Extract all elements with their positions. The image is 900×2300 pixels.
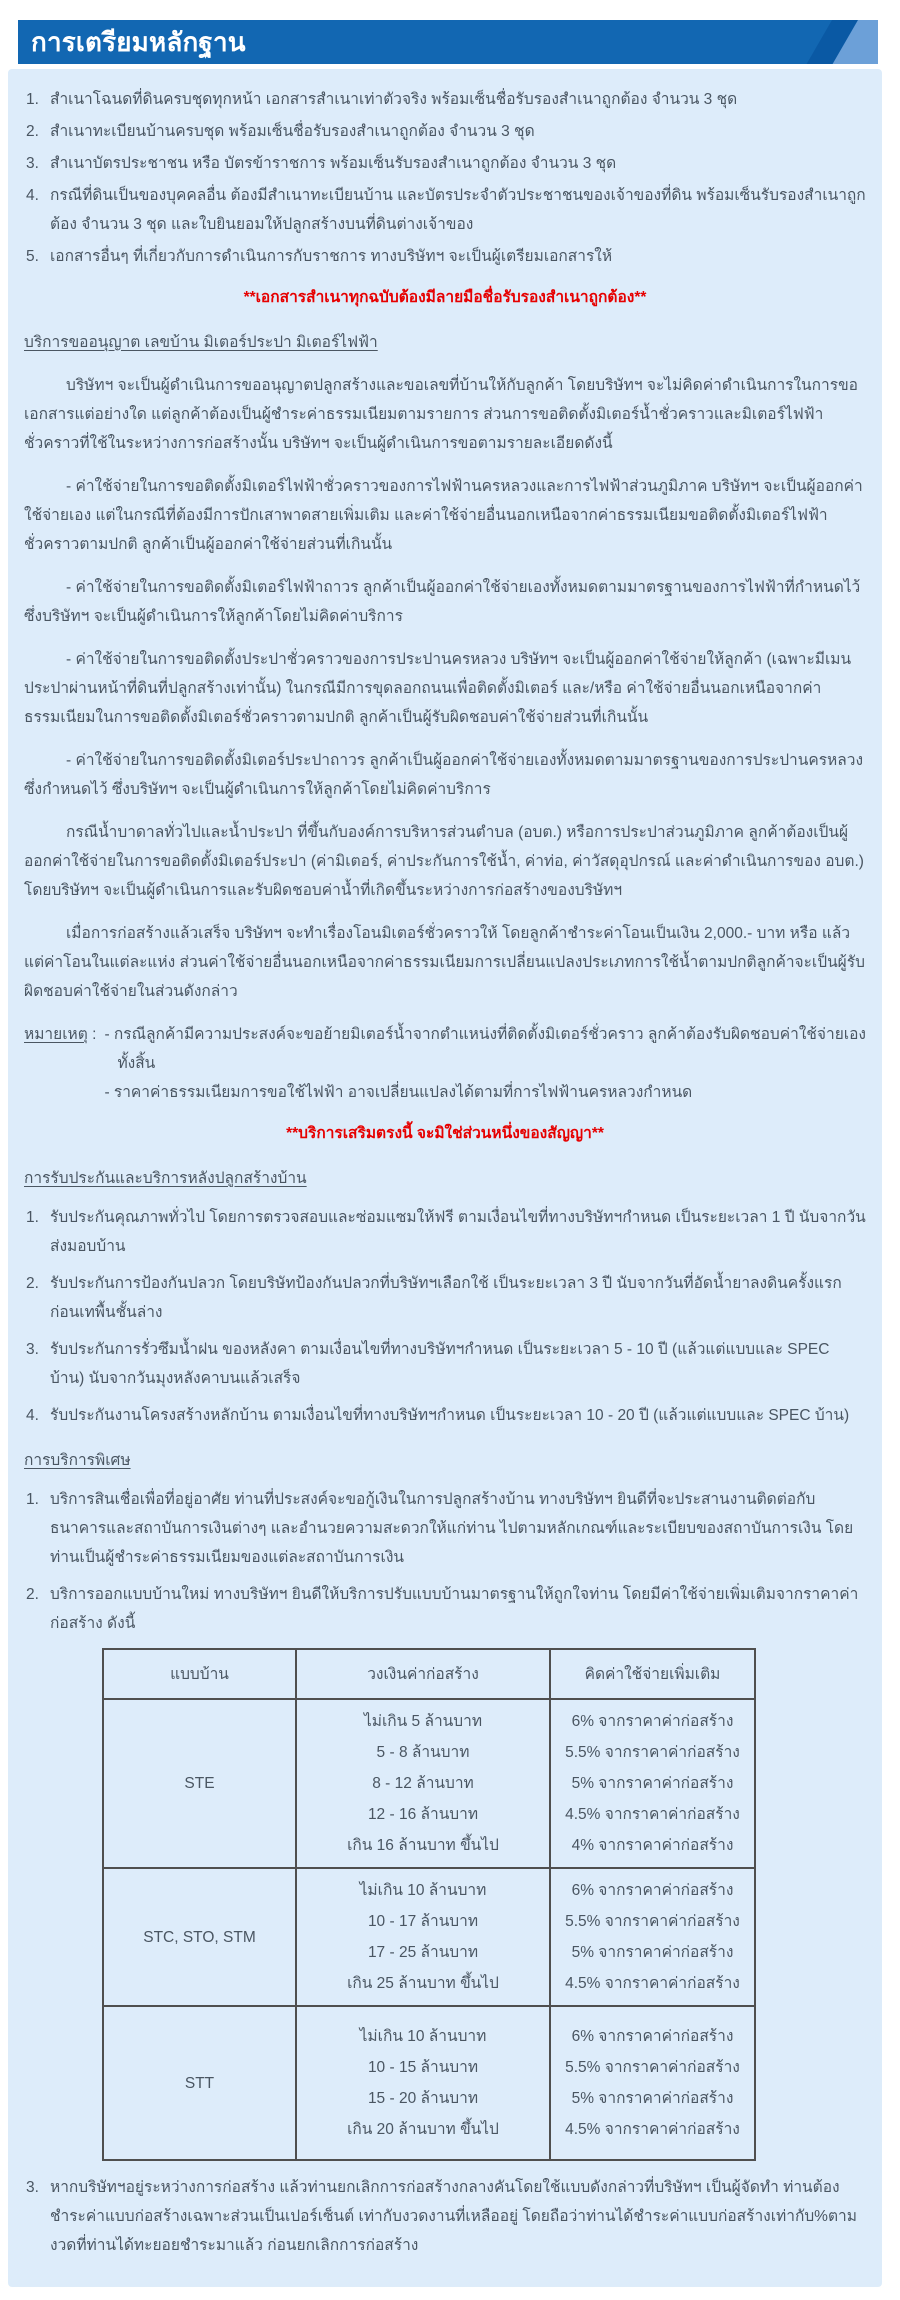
section-heading-special-services: การบริการพิเศษ [24, 1452, 131, 1469]
tier-fee: 4.5% จากราคาค่าก่อสร้าง [565, 1975, 740, 1992]
tier-range: 10 - 15 ล้านบาท [367, 2059, 479, 2076]
list-item [24, 1203, 866, 1261]
item-text: รับประกันงานโครงสร้างหลักบ้าน ตามเงื่อนไขที่ทางบริษัทฯกำหนด เป็นระยะเวลา 10 - 20 ปี (แล้วแต่แบบและ SPEC บ้าน) [50, 1407, 850, 1424]
item-number: 3. [26, 2179, 39, 2196]
tier-range: 8 - 12 ล้านบาท [372, 1775, 474, 1792]
paragraph-water-permanent: - ค่าใช้จ่ายในการขอติดตั้งมิเตอร์ประปาถาวร ลูกค้าเป็นผู้ออกค่าใช้จ่ายเองทั้งหมดตามมาตรฐานของการประปานครหลวง ซึ่งกำหนดไว้ ซึ่งบริษัทฯ จะเป็นผู้ดำเนินการให้ลูกค้าโดยไม่คิดค่าบริการ [24, 752, 864, 798]
paragraph-meter-transfer: เมื่อการก่อสร้างแล้วเสร็จ บริษัทฯ จะทำเรื่องโอนมิเตอร์ชั่วคราวให้ โดยลูกค้าชำระค่าโอนเป็นเงิน 2,000.- บาท หรือ แล้วแต่ค่าโอนในแต่ละแห่ง ส่วนค่าใช้จ่ายอื่นนอกเหนือจากค่าธรรมเนียมการเปลี่ยนแปลงประเภทการใช้น้ำตามปกติลูกค้าจะเป็นผู้รับผิดชอบค่าใช้จ่ายในส่วนดังกล่าว [24, 925, 865, 1000]
list-item [24, 1485, 866, 1572]
paragraph-electric-permanent: - ค่าใช้จ่ายในการขอติดตั้งมิเตอร์ไฟฟ้าถาวร ลูกค้าเป็นผู้ออกค่าใช้จ่ายเองทั้งหมดตามมาตรฐานของการไฟฟ้าที่กำหนดไว้ ซึ่งบริษัทฯ จะเป็นผู้ดำเนินการให้ลูกค้าโดยไม่คิดค่าบริการ [24, 579, 861, 625]
item-text: รับประกันการป้องกันปลวก โดยบริษัทป้องกันปลวกที่บริษัทฯเลือกใช้ เป็นระยะเวลา 3 ปี นับจากวันที่อัดน้ำยาลงดินครั้งแรกก่อนเทพื้นชั้นล่าง [50, 1275, 842, 1321]
item-number: 2. [26, 123, 39, 140]
content-sheet [8, 69, 882, 2287]
item-number: 2. [26, 1586, 39, 1603]
item-number: 5. [26, 248, 39, 265]
list-item [24, 1580, 866, 1638]
tier-fee: 5.5% จากราคาค่าก่อสร้าง [565, 1744, 740, 1761]
item-number: 2. [26, 1275, 39, 1292]
item-text: สำเนาโฉนดที่ดินครบชุดทุกหน้า เอกสารสำเนาเท่าตัวจริง พร้อมเซ็นชื่อรับรองสำเนาถูกต้อง จำนวน 3 ชุด [50, 91, 738, 108]
paragraph-permits-intro: บริษัทฯ จะเป็นผู้ดำเนินการขออนุญาตปลูกสร้างและขอเลขที่บ้านให้กับลูกค้า โดยบริษัทฯ จะไม่คิดค่าดำเนินการในการขอเอกสารแต่อย่างใด แต่ลูกค้าต้องเป็นผู้ชำระค่าธรรมเนียมตามรายการ ส่วนการขอติดตั้งมิเตอร์น้ำชั่วคราวและมิเตอร์ไฟฟ้าชั่วคราวที่ใช้ในระหว่างการก่อสร้างนั้น บริษัทฯ จะเป็นผู้ดำเนินการขอตามรายละเอียดดังนี้ [24, 377, 858, 452]
tier-fee: 5.5% จากราคาค่าก่อสร้าง [565, 1913, 740, 1930]
special-services-list [24, 1485, 866, 1638]
item-number: 3. [26, 155, 39, 172]
house-model: STC, STO, STM [103, 1868, 296, 2006]
note-block [24, 1020, 866, 1107]
tier-range: 12 - 16 ล้านบาท [367, 1806, 479, 1823]
table-header-row [103, 1649, 755, 1699]
tier-fee: 5% จากราคาค่าก่อสร้าง [571, 2090, 734, 2107]
document-list [24, 85, 866, 271]
house-model: STT [103, 2006, 296, 2160]
item-number: 3. [26, 1341, 39, 1358]
house-model: STE [103, 1699, 296, 1868]
tier-range: 17 - 25 ล้านบาท [367, 1944, 479, 1961]
tier-fee: 5% จากราคาค่าก่อสร้าง [571, 1944, 734, 1961]
page-header-bar [18, 20, 878, 64]
item-number: 1. [26, 1209, 39, 1226]
column-header-construction-budget: วงเงินค่าก่อสร้าง [296, 1649, 550, 1699]
tier-range: เกิน 16 ล้านบาท ขึ้นไป [347, 1837, 499, 1854]
list-item [24, 1401, 866, 1430]
tier-range: 15 - 20 ล้านบาท [367, 2090, 479, 2107]
item-number: 4. [26, 187, 39, 204]
tier-range: เกิน 25 ล้านบาท ขึ้นไป [347, 1975, 499, 1992]
note-item: - กรณีลูกค้ามีความประสงค์จะขอย้ายมิเตอร์น้ำจากตำแหน่งที่ติดตั้งมิเตอร์ชั่วคราว ลูกค้าต้องรับผิดชอบค่าใช้จ่ายเองทั้งสิ้น [104, 1026, 866, 1072]
column-header-additional-fee: คิดค่าใช้จ่ายเพิ่มเติม [550, 1649, 755, 1699]
tier-fee: 5.5% จากราคาค่าก่อสร้าง [565, 2059, 740, 2076]
item-number: 1. [26, 91, 39, 108]
item-text: รับประกันการรั่วซึมน้ำฝน ของหลังคา ตามเงื่อนไขที่ทางบริษัทฯกำหนด เป็นระยะเวลา 5 - 10 ปี (แล้วแต่แบบและ SPEC บ้าน) นับจากวันมุงหลังคาบนแล้วเสร็จ [50, 1341, 830, 1387]
design-fee-table [102, 1648, 756, 2161]
item-number: 1. [26, 1491, 39, 1508]
item-text: บริการสินเชื่อเพื่อที่อยู่อาศัย ท่านที่ประสงค์จะขอกู้เงินในการปลูกสร้างบ้าน ทางบริษัทฯ ยินดีที่จะประสานงานติดต่อกับธนาคารและสถาบันการเงินต่างๆ และอำนวยความสะดวกให้แก่ท่าน ไปตามหลักเกณฑ์และระเบียบของสถาบันการเงิน โดยท่านเป็นผู้ชำระค่าธรรมเนียมของแต่ละสถาบันการเงิน [50, 1491, 854, 1566]
special-services-list-continued [24, 2173, 866, 2260]
list-item [24, 1269, 866, 1327]
warranty-list [24, 1203, 866, 1430]
item-text: บริการออกแบบบ้านใหม่ ทางบริษัทฯ ยินดีให้บริการปรับแบบบ้านมาตรฐานให้ถูกใจท่าน โดยมีค่าใช้จ่ายเพิ่มเติมจากราคาค่าก่อสร้าง ดังนี้ [50, 1586, 859, 1632]
item-text: สำเนาทะเบียนบ้านครบชุด พร้อมเซ็นชื่อรับรองสำเนาถูกต้อง จำนวน 3 ชุด [50, 123, 535, 140]
tier-range: ไม่เกิน 5 ล้านบาท [363, 1713, 483, 1730]
section-heading-warranty: การรับประกันและบริการหลังปลูกสร้างบ้าน [24, 1170, 307, 1187]
note-colon: : [92, 1026, 97, 1043]
tier-fee: 4.5% จากราคาค่าก่อสร้าง [565, 1806, 740, 1823]
tier-fee: 6% จากราคาค่าก่อสร้าง [571, 1713, 734, 1730]
item-text: หากบริษัทฯอยู่ระหว่างการก่อสร้าง แล้วท่านยกเลิกการก่อสร้างกลางคันโดยใช้แบบดังกล่าวที่บริษัทฯ เป็นผู้จัดทำ ท่านต้องชำระค่าแบบก่อสร้างเฉพาะส่วนเป็นเปอร์เซ็นต์ เท่ากับงวดงานที่เหลืออยู่ โดยถือว่าท่านได้ชำระค่าแบบก่อสร้างเท่ากับ%ตามงวดที่ท่านได้ทะยอยชำระมาแล้ว ก่อนยกเลิกการก่อสร้าง [50, 2179, 857, 2254]
list-item [24, 2173, 866, 2260]
tier-range: ไม่เกิน 10 ล้านบาท [359, 2028, 487, 2045]
tier-fee: 5% จากราคาค่าก่อสร้าง [571, 1775, 734, 1792]
tier-range: 5 - 8 ล้านบาท [376, 1744, 470, 1761]
tier-range: 10 - 17 ล้านบาท [367, 1913, 479, 1930]
list-item [24, 149, 866, 178]
list-item [24, 85, 866, 114]
table-row-stt [103, 2006, 755, 2160]
tier-range: ไม่เกิน 10 ล้านบาท [359, 1882, 487, 1899]
item-text: เอกสารอื่นๆ ที่เกี่ยวกับการดำเนินการกับราชการ ทางบริษัทฯ จะเป็นผู้เตรียมเอกสารให้ [50, 248, 613, 265]
list-item [24, 242, 866, 271]
tier-range: เกิน 20 ล้านบาท ขึ้นไป [347, 2121, 499, 2138]
note-label: หมายเหตุ : [24, 1026, 97, 1043]
paragraph-groundwater: กรณีน้ำบาดาลทั่วไปและน้ำประปา ที่ขึ้นกับองค์การบริหารส่วนตำบล (อบต.) หรือการประปาส่วนภูมิภาค ลูกค้าต้องเป็นผู้ออกค่าใช้จ่ายในการขอติดตั้งมิเตอร์ประปา (ค่ามิเตอร์, ค่าประกันการใช้น้ำ, ค่าท่อ, ค่าวัสดุอุปกรณ์ และค่าดำเนินการของ อบต.) โดยบริษัทฯ จะเป็นผู้ดำเนินการและรับผิดชอบค่าน้ำที่เกิดขึ้นระหว่างการก่อสร้างของบริษัทฯ [24, 824, 864, 899]
item-text: รับประกันคุณภาพทั่วไป โดยการตรวจสอบและซ่อมแซมให้ฟรี ตามเงื่อนไขที่ทางบริษัทฯกำหนด เป็นระยะเวลา 1 ปี นับจากวันส่งมอบบ้าน [50, 1209, 866, 1255]
section-heading-permits: บริการขออนุญาต เลขบ้าน มิเตอร์ประปา มิเตอร์ไฟฟ้า [24, 334, 378, 351]
tier-fee: 4.5% จากราคาค่าก่อสร้าง [565, 2121, 740, 2138]
table-row-ste [103, 1699, 755, 1868]
red-note-certified-copies: **เอกสารสำเนาทุกฉบับต้องมีลายมือชื่อรับรองสำเนาถูกต้อง** [243, 289, 647, 306]
tier-fee: 6% จากราคาค่าก่อสร้าง [571, 1882, 734, 1899]
list-item [24, 117, 866, 146]
tier-fee: 6% จากราคาค่าก่อสร้าง [571, 2028, 734, 2045]
tier-fee: 4% จากราคาค่าก่อสร้าง [571, 1837, 734, 1854]
list-item [24, 1335, 866, 1393]
table-row-stc-sto-stm [103, 1868, 755, 2006]
note-item: - ราคาค่าธรรมเนียมการขอใช้ไฟฟ้า อาจเปลี่ยนแปลงได้ตามที่การไฟฟ้านครหลวงกำหนด [104, 1084, 693, 1101]
paragraph-water-temporary: - ค่าใช้จ่ายในการขอติดตั้งประปาชั่วคราวของการประปานครหลวง บริษัทฯ จะเป็นผู้ออกค่าใช้จ่ายให้ลูกค้า (เฉพาะมีเมนประปาผ่านหน้าที่ดินที่ปลูกสร้างเท่านั้น) ในกรณีมีการขุดลอกถนนเพื่อติดตั้งมิเตอร์ และ/หรือ ค่าใช้จ่ายอื่นนอกเหนือจากค่าธรรมเนียมในการขอติดตั้งมิเตอร์ชั่วคราวตามปกติ ลูกค้าเป็นผู้รับผิดชอบค่าใช้จ่ายส่วนที่เกินนั้น [24, 651, 852, 726]
page-title: การเตรียมหลักฐาน [31, 27, 246, 57]
item-text: สำเนาบัตรประชาชน หรือ บัตรข้าราชการ พร้อมเซ็นรับรองสำเนาถูกต้อง จำนวน 3 ชุด [50, 155, 617, 172]
list-item [24, 181, 866, 239]
item-text: กรณีที่ดินเป็นของบุคคลอื่น ต้องมีสำเนาทะเบียนบ้าน และบัตรประจำตัวประชาชนของเจ้าของที่ดิน พร้อมเซ็นรับรองสำเนาถูกต้อง จำนวน 3 ชุด และใบยินยอมให้ปลูกสร้างบนที่ดินต่างเจ้าของ [50, 187, 866, 233]
paragraph-electric-temporary: - ค่าใช้จ่ายในการขอติดตั้งมิเตอร์ไฟฟ้าชั่วคราวของการไฟฟ้านครหลวงและการไฟฟ้าส่วนภูมิภาค บริษัทฯ จะเป็นผู้ออกค่าใช้จ่ายเอง แต่ในกรณีที่ต้องมีการปักเสาพาดสายเพิ่มเติม และค่าใช้จ่ายอื่นนอกเหนือจากค่าธรรมเนียมขอติดตั้งมิเตอร์ไฟฟ้าชั่วคราวตามปกติ ลูกค้าเป็นผู้ออกค่าใช้จ่ายส่วนที่เกินนั้น [24, 478, 863, 553]
column-header-house-model: แบบบ้าน [103, 1649, 296, 1699]
red-note-not-part-of-contract: **บริการเสริมตรงนี้ จะมิใช่ส่วนหนึ่งของสัญญา** [286, 1125, 604, 1142]
item-number: 4. [26, 1407, 39, 1424]
